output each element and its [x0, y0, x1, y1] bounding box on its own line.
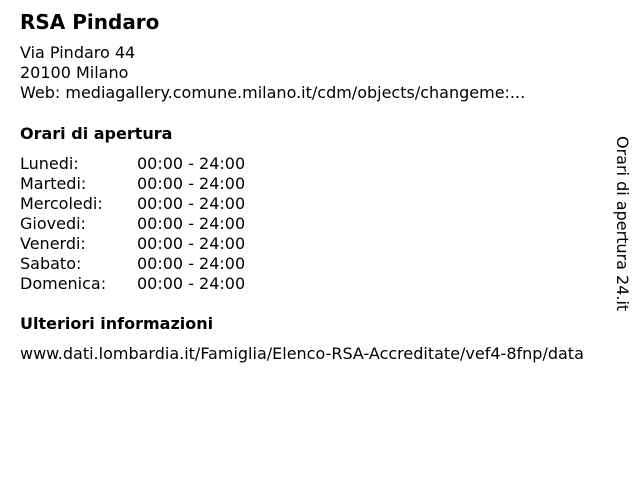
opening-hours-heading: Orari di apertura [20, 124, 173, 143]
hours-value: 00:00 - 24:00 [137, 254, 246, 273]
opening-hours-table [20, 154, 600, 294]
website-link[interactable]: mediagallery.comune.milano.it/cdm/objects/changeme:... [65, 83, 526, 102]
hours-row-tuesday [20, 174, 600, 194]
day-label: Venerdi: [20, 234, 86, 253]
hours-value: 00:00 - 24:00 [137, 174, 246, 193]
day-label: Domenica: [20, 274, 107, 293]
hours-row-friday [20, 234, 600, 254]
hours-row-saturday [20, 254, 600, 274]
hours-value: 00:00 - 24:00 [137, 194, 246, 213]
city-address: 20100 Milano [20, 63, 129, 82]
day-label: Sabato: [20, 254, 82, 273]
site-watermark: Orari di apertura 24.it [613, 136, 632, 312]
hours-row-sunday [20, 274, 600, 294]
hours-value: 00:00 - 24:00 [137, 274, 246, 293]
additional-info-heading: Ulteriori informazioni [20, 314, 214, 333]
hours-value: 00:00 - 24:00 [137, 214, 246, 233]
hours-row-monday [20, 154, 600, 174]
hours-row-thursday [20, 214, 600, 234]
day-label: Lunedi: [20, 154, 79, 173]
website-label: Web: [20, 83, 61, 102]
hours-value: 00:00 - 24:00 [137, 154, 246, 173]
address-block [20, 43, 600, 103]
hours-row-wednesday [20, 194, 600, 214]
additional-info-link[interactable]: www.dati.lombardia.it/Famiglia/Elenco-RSA-Accreditate/vef4-8fnp/data [20, 344, 584, 363]
place-card [20, 10, 600, 364]
website-line [20, 83, 600, 103]
hours-value: 00:00 - 24:00 [137, 234, 246, 253]
day-label: Mercoledi: [20, 194, 103, 213]
street-address: Via Pindaro 44 [20, 43, 136, 62]
day-label: Martedi: [20, 174, 87, 193]
day-label: Giovedi: [20, 214, 86, 233]
place-title: RSA Pindaro [20, 10, 160, 34]
